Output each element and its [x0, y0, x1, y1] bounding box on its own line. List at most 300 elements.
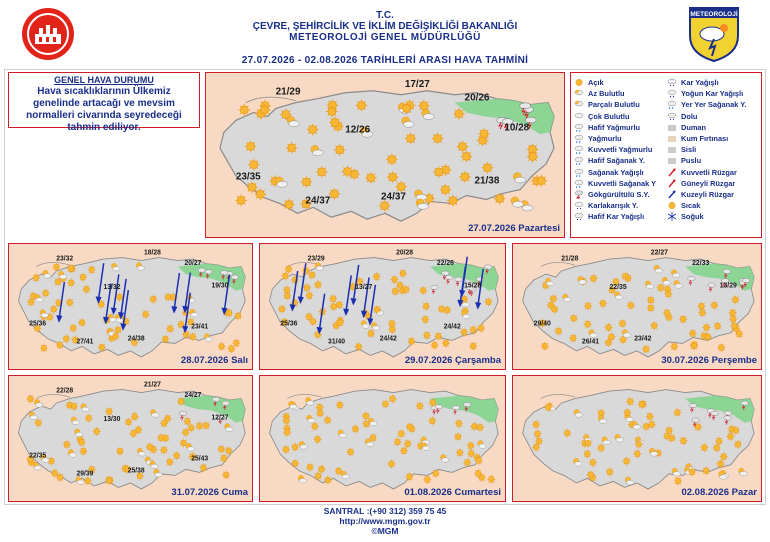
legend-label: Parçalı Bulutlu — [588, 100, 640, 110]
sun-icon — [365, 172, 377, 184]
sun-icon — [406, 422, 414, 431]
sun-icon — [704, 332, 712, 341]
legend-label: Kum Fırtınası — [681, 134, 729, 144]
sun-icon — [335, 466, 343, 475]
turkey-map — [9, 244, 252, 369]
snow-icon — [667, 78, 677, 87]
sun-icon — [690, 341, 698, 350]
sun-icon — [642, 422, 650, 431]
temperature-label: 22/27 — [650, 247, 668, 257]
sun-icon — [329, 294, 337, 303]
sun-icon — [734, 440, 742, 449]
legend-item — [667, 200, 761, 211]
map-day-5 — [259, 375, 506, 502]
sun-icon — [399, 269, 407, 278]
sun-icon — [324, 475, 332, 484]
header-ministry: ÇEVRE, ŞEHİRCİLİK VE İKLİM DEĞİŞİKLİĞİ BAKANLIĞI — [252, 21, 518, 32]
sun-icon — [173, 451, 181, 460]
sun-icon — [222, 470, 230, 479]
sun-icon — [550, 305, 558, 314]
turkey-map — [513, 244, 761, 369]
sun-icon — [166, 457, 174, 466]
temperature-label: 29/39 — [76, 469, 94, 478]
sun-icon — [334, 144, 346, 156]
turkey-map — [260, 376, 505, 501]
sun-icon — [698, 308, 706, 317]
legend-label: Yağmurlu — [588, 134, 622, 144]
sun-icon — [351, 424, 359, 433]
sun-icon — [544, 403, 552, 412]
turkey-map — [513, 376, 761, 501]
temperature-label: 17/27 — [404, 78, 430, 90]
map-day-2 — [259, 243, 506, 370]
sun-icon — [700, 443, 708, 452]
sun-icon — [286, 142, 298, 154]
sun-cloud-icon — [306, 397, 315, 405]
sun-icon — [82, 285, 90, 294]
legend-item — [574, 178, 668, 189]
sun-icon — [234, 311, 242, 320]
haze-icon — [667, 156, 677, 165]
legend-item — [574, 189, 668, 200]
legend-column-2 — [667, 77, 761, 222]
sun-icon — [647, 296, 655, 305]
sun-icon — [235, 194, 247, 206]
sun-icon — [716, 459, 724, 468]
temperature-label: 24/27 — [184, 390, 202, 400]
legend-label: Hafif Yağmurlu — [588, 122, 641, 132]
legend-item — [667, 155, 761, 166]
sun-icon — [635, 440, 643, 449]
sun-icon — [455, 419, 463, 428]
sun-icon — [116, 447, 124, 456]
sun-icon — [386, 154, 398, 166]
temperature-label: 22/33 — [692, 257, 710, 268]
temperature-label: 23/35 — [235, 171, 261, 183]
map-date: 28.07.2026 Salı — [180, 355, 248, 366]
legend-label: Yoğun Kar Yağışlı — [681, 89, 744, 99]
sun-icon — [54, 277, 62, 286]
sun-icon — [149, 295, 157, 304]
sun-icon — [405, 133, 417, 145]
sun-icon — [597, 444, 605, 453]
sun-cloud-icon — [574, 100, 584, 109]
sun-icon — [329, 302, 337, 311]
temperature-label: 23/32 — [56, 254, 74, 263]
sun-icon — [549, 294, 557, 303]
coastline — [541, 394, 575, 398]
temperature-label: 23/41 — [191, 322, 209, 331]
sun-icon — [535, 437, 543, 446]
sun-icon — [177, 397, 185, 406]
sun-icon — [467, 449, 475, 458]
temperature-label: 27/41 — [76, 337, 94, 346]
logo-text: METEOROLOJİ — [690, 11, 738, 18]
sun-icon — [285, 265, 293, 274]
sun-icon — [589, 274, 597, 283]
temperature-label: 21/28 — [561, 253, 579, 263]
legend-label: Kuzeyli Rüzgar — [681, 189, 734, 199]
sun-icon — [391, 287, 399, 296]
forecast-period: 27.07.2026 - 02.08.2026 TARİHLERİ ARASI HAVA TAHMİNİ — [241, 55, 529, 66]
sun-icon — [329, 117, 341, 129]
sun-icon — [715, 437, 723, 446]
sun-icon — [730, 322, 738, 331]
sun-icon — [463, 458, 471, 467]
coastline — [36, 262, 70, 266]
sun-icon — [93, 427, 101, 436]
sun-icon — [34, 418, 42, 427]
map-day-1 — [8, 243, 253, 370]
sun-icon — [245, 140, 257, 152]
legend-item — [667, 189, 761, 200]
sun-icon — [388, 394, 396, 403]
sun-icon — [355, 100, 367, 112]
map-date: 02.08.2026 Pazar — [681, 487, 757, 498]
sun-icon — [388, 325, 396, 334]
sun-icon — [246, 181, 258, 193]
sun-icon — [423, 475, 431, 484]
temperature-label: 20/28 — [396, 248, 414, 257]
sun-icon — [702, 466, 710, 475]
sun-icon — [459, 171, 471, 183]
building-icon — [33, 22, 63, 46]
legend-label: Hafif Kar Yağışlı — [588, 212, 645, 222]
sun-icon — [533, 429, 541, 438]
sun-icon — [404, 439, 412, 448]
sun-icon — [278, 305, 286, 314]
sun-icon — [291, 443, 299, 452]
sun-icon — [541, 342, 549, 351]
sun-icon — [282, 445, 290, 454]
legend-label: Karlakarışık Y. — [588, 201, 638, 211]
sun-icon — [583, 449, 591, 458]
sun-icon — [647, 304, 655, 313]
temperature-label: 20/26 — [464, 92, 490, 104]
sun-icon — [129, 429, 137, 438]
temperature-label: 23/42 — [634, 333, 652, 343]
sun-icon — [282, 416, 290, 425]
sun-icon — [475, 456, 483, 465]
legend-item — [574, 155, 668, 166]
meteoroloji-logo — [688, 6, 740, 62]
legend-label: Yer Yer Sağanak Y. — [681, 100, 747, 110]
sun-icon — [220, 454, 228, 463]
strong-wind-icon — [667, 168, 677, 177]
sun-icon — [254, 188, 266, 200]
turkey-map — [260, 244, 505, 369]
temperature-label: 24/38 — [127, 334, 145, 343]
sun-icon — [584, 439, 592, 448]
sun-icon — [447, 195, 459, 207]
sun-icon — [428, 416, 436, 425]
sun-icon — [217, 445, 225, 454]
legend — [570, 72, 762, 238]
sun-icon — [469, 325, 477, 334]
general-weather-text: Hava sıcaklıklarının Ülkemiz genelinde artacağı ve mevsim normalleri civarında seyredeceği tahmin ediliyor. — [26, 86, 182, 133]
sun-icon — [646, 412, 654, 421]
legend-label: Kar Yağışlı — [681, 78, 719, 88]
sun-icon — [373, 272, 381, 281]
legend-label: Puslu — [681, 156, 702, 166]
map-date: 27.07.2026 Pazartesi — [468, 223, 560, 234]
sun-icon — [306, 463, 314, 472]
legend-item — [667, 111, 761, 122]
legend-item — [667, 178, 761, 189]
sun-icon — [291, 275, 299, 284]
sun-cloud-icon — [43, 270, 51, 278]
sun-icon — [405, 472, 413, 481]
sun-icon — [401, 102, 413, 114]
sun-icon — [248, 159, 260, 171]
sun-icon — [166, 324, 174, 333]
legend-item — [667, 133, 761, 144]
sun-icon — [469, 342, 477, 351]
sun-icon — [199, 463, 207, 472]
temperature-label: 22/35 — [29, 451, 47, 460]
sun-icon — [160, 419, 168, 428]
sun-icon — [283, 428, 291, 437]
sun-icon — [50, 305, 58, 314]
map-date: 29.07.2026 Çarşamba — [404, 355, 501, 366]
sun-icon — [589, 458, 597, 467]
sun-icon — [663, 308, 671, 317]
sun-icon — [599, 299, 607, 308]
sun-icon — [393, 437, 401, 446]
sun-icon — [78, 318, 86, 327]
sun-icon — [347, 447, 355, 456]
sun-small-cloud-icon — [574, 89, 584, 98]
smoke-icon — [667, 123, 677, 132]
ministry-logo — [22, 8, 74, 60]
legend-label: Dolu — [681, 111, 698, 121]
general-weather-title: GENEL HAVA DURUMU — [54, 75, 154, 85]
temperature-label: 12/27 — [211, 413, 229, 422]
coastline — [287, 394, 321, 398]
legend-label: Soğuk — [681, 212, 704, 222]
sun-icon — [183, 417, 191, 426]
sun-icon — [314, 280, 322, 289]
sun-icon — [429, 398, 437, 407]
sun-icon — [307, 124, 319, 136]
temperature-label: 23/29 — [307, 254, 325, 263]
sun-icon — [225, 446, 233, 455]
sun-icon — [259, 104, 271, 116]
fog-icon — [667, 145, 677, 154]
legend-item — [574, 122, 668, 133]
legend-item — [667, 88, 761, 99]
sun-icon — [487, 475, 495, 484]
sun-icon — [731, 295, 739, 304]
legend-item — [574, 133, 668, 144]
hail-icon — [667, 112, 677, 121]
sun-icon — [586, 470, 594, 479]
sun-icon — [303, 283, 311, 292]
footer-website[interactable]: http://www.mgm.gov.tr — [339, 516, 431, 526]
sun-icon — [79, 447, 87, 456]
sun-icon — [664, 289, 672, 298]
sun-icon — [78, 438, 86, 447]
sun-icon — [218, 342, 226, 351]
sun-icon — [124, 417, 132, 426]
sun-icon — [494, 193, 506, 205]
sun-icon — [665, 426, 673, 435]
legend-label: Açık — [588, 78, 604, 88]
sun-icon — [477, 324, 485, 333]
legend-label: Gökgürültülü S.Y. — [588, 189, 650, 199]
sun-icon — [622, 457, 630, 466]
sun-icon — [283, 291, 291, 300]
sun-icon — [314, 472, 322, 481]
sun-icon — [454, 432, 462, 441]
sun-icon — [396, 281, 404, 290]
legend-item — [667, 99, 761, 110]
sun-icon — [456, 448, 464, 457]
turkey-map — [9, 376, 252, 501]
shower-icon — [574, 168, 584, 177]
sun-icon — [85, 414, 93, 423]
temperature-label: 29/40 — [533, 318, 551, 328]
sun-icon — [227, 344, 235, 353]
heavy-rain-icon — [574, 145, 584, 154]
sun-icon — [434, 332, 442, 341]
sun-icon — [638, 400, 646, 409]
sun-icon — [633, 449, 641, 458]
thunder-icon — [574, 190, 584, 199]
hot-icon — [667, 201, 677, 210]
map-date: 01.08.2026 Cumartesi — [404, 487, 501, 498]
temperature-label: 22/26 — [436, 258, 454, 268]
sun-icon — [554, 327, 562, 336]
sun-icon — [342, 166, 354, 178]
sun-icon — [387, 171, 399, 183]
legend-item — [574, 77, 668, 88]
legend-item — [667, 144, 761, 155]
sun-icon — [482, 162, 494, 174]
sun-icon — [657, 283, 665, 292]
temperature-label: 21/29 — [275, 86, 301, 98]
sun-icon — [563, 429, 571, 438]
temperature-label: 24/37 — [381, 191, 406, 203]
sun-icon — [569, 334, 577, 343]
temperature-label: 21/38 — [474, 175, 500, 187]
sun-icon — [626, 397, 634, 406]
sun-icon — [604, 338, 612, 347]
sun-icon — [437, 305, 445, 314]
header-directorate: METEOROLOJİ GENEL MÜDÜRLÜĞÜ — [289, 32, 481, 43]
sun-icon — [470, 422, 478, 431]
sun-icon — [26, 394, 34, 403]
sun-icon — [381, 399, 389, 408]
sun-icon — [313, 435, 321, 444]
legend-item — [574, 111, 668, 122]
temperature-label: 12/26 — [345, 124, 371, 136]
sun-icon — [430, 341, 438, 350]
sun-icon — [67, 264, 75, 273]
legend-label: Çok Bulutlu — [588, 111, 630, 121]
legend-item — [574, 200, 668, 211]
sun-icon — [478, 128, 490, 140]
sun-icon — [301, 176, 313, 188]
legend-item — [667, 122, 761, 133]
sun-icon — [79, 273, 87, 282]
map-day-6 — [512, 375, 762, 502]
north-wind-icon — [667, 190, 677, 199]
sun-icon — [688, 467, 696, 476]
sun-icon — [407, 337, 415, 346]
sun-icon — [670, 342, 678, 351]
legend-label: Sisli — [681, 145, 697, 155]
cloud-icon — [574, 112, 584, 121]
sun-icon — [535, 175, 547, 187]
temperature-label: 13/32 — [103, 282, 121, 292]
scattered-shower-icon — [667, 100, 677, 109]
sun-icon — [69, 324, 77, 333]
sun-icon — [336, 318, 344, 327]
sun-icon — [457, 141, 469, 153]
sun-icon — [729, 315, 737, 324]
sun-icon — [308, 270, 316, 279]
sun-icon — [574, 78, 584, 87]
sun-icon — [476, 423, 484, 432]
legend-item — [574, 88, 668, 99]
temperature-label: 10/28 — [504, 122, 530, 134]
sun-icon — [570, 314, 578, 323]
header-tc: T.C. — [376, 10, 394, 21]
light-shower-icon — [574, 156, 584, 165]
temperature-label: 22/35 — [609, 281, 627, 292]
temperature-label: 15/28 — [464, 281, 482, 290]
temperature-label: 25/43 — [191, 454, 209, 463]
sun-icon — [604, 323, 612, 332]
coastline — [36, 394, 70, 398]
sun-icon — [402, 285, 410, 294]
sun-icon — [182, 330, 190, 339]
sun-icon — [161, 335, 169, 344]
temperature-label: 31/40 — [328, 337, 346, 346]
sun-icon — [621, 272, 629, 281]
map-date: 31.07.2026 Cuma — [171, 487, 248, 498]
sun-icon — [66, 298, 74, 307]
temperature-label: 24/37 — [305, 195, 331, 207]
sun-cloud-icon — [298, 475, 307, 483]
sun-icon — [717, 343, 725, 352]
legend-label: Az Bulutlu — [588, 89, 625, 99]
legend-label: Duman — [681, 122, 707, 132]
header — [0, 0, 770, 70]
sun-icon — [131, 412, 139, 421]
sun-icon — [710, 301, 718, 310]
sun-icon — [416, 401, 424, 410]
sun-icon — [88, 265, 96, 274]
sun-icon — [584, 320, 592, 329]
legend-column-1 — [574, 77, 668, 222]
sun-icon — [316, 166, 328, 178]
sun-icon — [367, 329, 375, 338]
sun-cloud-icon — [739, 468, 748, 476]
legend-item — [574, 99, 668, 110]
sun-cloud-icon — [34, 399, 42, 407]
map-date: 30.07.2026 Perşembe — [661, 355, 757, 366]
sun-icon — [62, 334, 70, 343]
sun-icon — [323, 416, 331, 425]
sun-icon — [679, 315, 687, 324]
sun-icon — [453, 108, 465, 120]
sun-cloud-icon — [315, 263, 324, 271]
temperature-label: 13/27 — [355, 282, 373, 292]
sun-icon — [316, 409, 324, 418]
rain-icon — [574, 134, 584, 143]
